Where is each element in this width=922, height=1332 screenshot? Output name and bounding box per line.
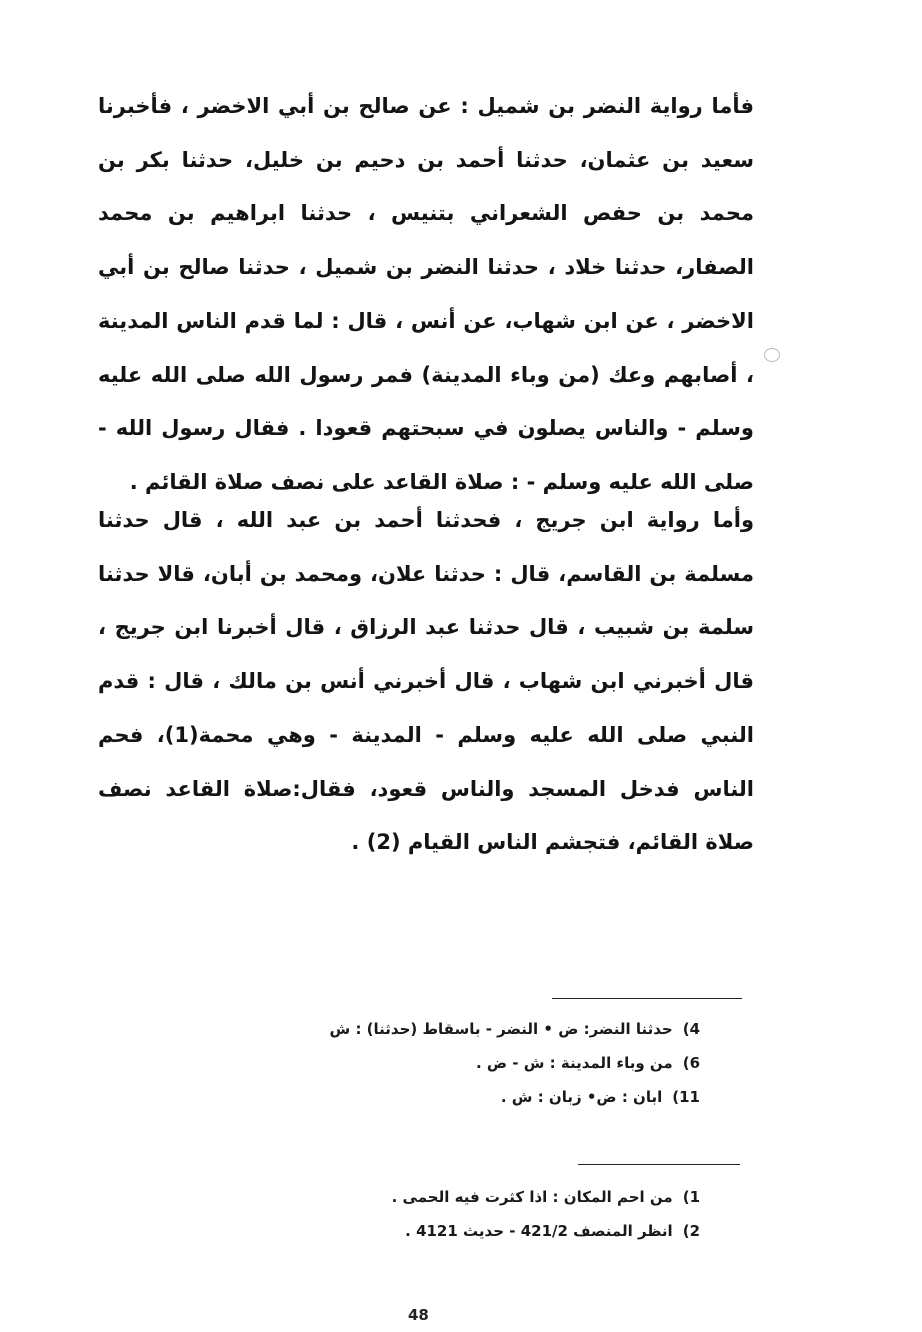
footnote-variant — [330, 1012, 700, 1046]
footnote-number: 4) — [682, 1020, 700, 1038]
footnote-reference — [392, 1180, 700, 1214]
margin-mark — [764, 348, 780, 362]
footnote-text: حدثنا النضر: ض • النضر - باسقاط (حدثنا) : ش — [329, 1020, 673, 1038]
footnote-text: من احم المكان : اذا كثرت فيه الحمى . — [391, 1188, 673, 1206]
footnote-number: 2) — [682, 1222, 700, 1240]
reference-footnotes — [392, 1180, 700, 1248]
footnote-separator-references — [578, 1164, 740, 1165]
variant-footnotes — [330, 1012, 700, 1114]
footnote-number: 11) — [672, 1088, 700, 1106]
body-paragraph-2: وأما رواية ابن جريج ، فحدثنا أحمد بن عبد الله ، قال حدثنا مسلمة بن القاسم، قال : حدثنا علان، ومحمد بن أبان، قالا حدثنا سلمة بن شبيب ، قال حدثنا عبد الرزاق ، قال أخبرنا ابن جريج ، قال أخبرني ابن شهاب ، قال أخبرني أنس بن مالك ، قال : قدم النبي صلى الله عليه وسلم - المدينة - وهي محمة(1)، فحم الناس فدخل المسجد والناس قعود، فقال:صلاة القاعد نصف صلاة القائم، فتجشم الناس القيام (2) . — [98, 508, 754, 855]
body-paragraph-1: فأما رواية النضر بن شميل : عن صالح بن أبي الاخضر ، فأخبرنا سعيد بن عثمان، حدثنا أحمد بن دحيم بن خليل، حدثنا بكر بن محمد بن حفص الشعراني بتنيس ، حدثنا ابراهيم بن محمد الصفار، حدثنا خلاد ، حدثنا النضر بن شميل ، حدثنا صالح بن أبي الاخضر ، عن ابن شهاب، عن أنس ، قال : لما قدم الناس المدينة ، أصابهم وعك (من وباء المدينة) فمر رسول الله صلى الله عليه وسلم - والناس يصلون في سبحتهم قعودا . فقال رسول الله - صلى الله عليه وسلم - : صلاة القاعد على نصف صلاة القائم . — [98, 94, 754, 494]
footnote-number: 6) — [682, 1054, 700, 1072]
footnote-variant — [330, 1046, 700, 1080]
footnote-text: من وباء المدينة : ش - ض . — [475, 1054, 673, 1072]
footnote-reference — [392, 1214, 700, 1248]
footnote-variant — [330, 1080, 700, 1114]
footnote-number: 1) — [682, 1188, 700, 1206]
page-number: 48 — [408, 1306, 429, 1324]
footnote-text: انظر المنصف 421/2 - حديث 4121 . — [405, 1222, 673, 1240]
footnote-separator-variants — [552, 998, 742, 999]
footnote-text: ابان : ض• زبان : ش . — [500, 1088, 663, 1106]
